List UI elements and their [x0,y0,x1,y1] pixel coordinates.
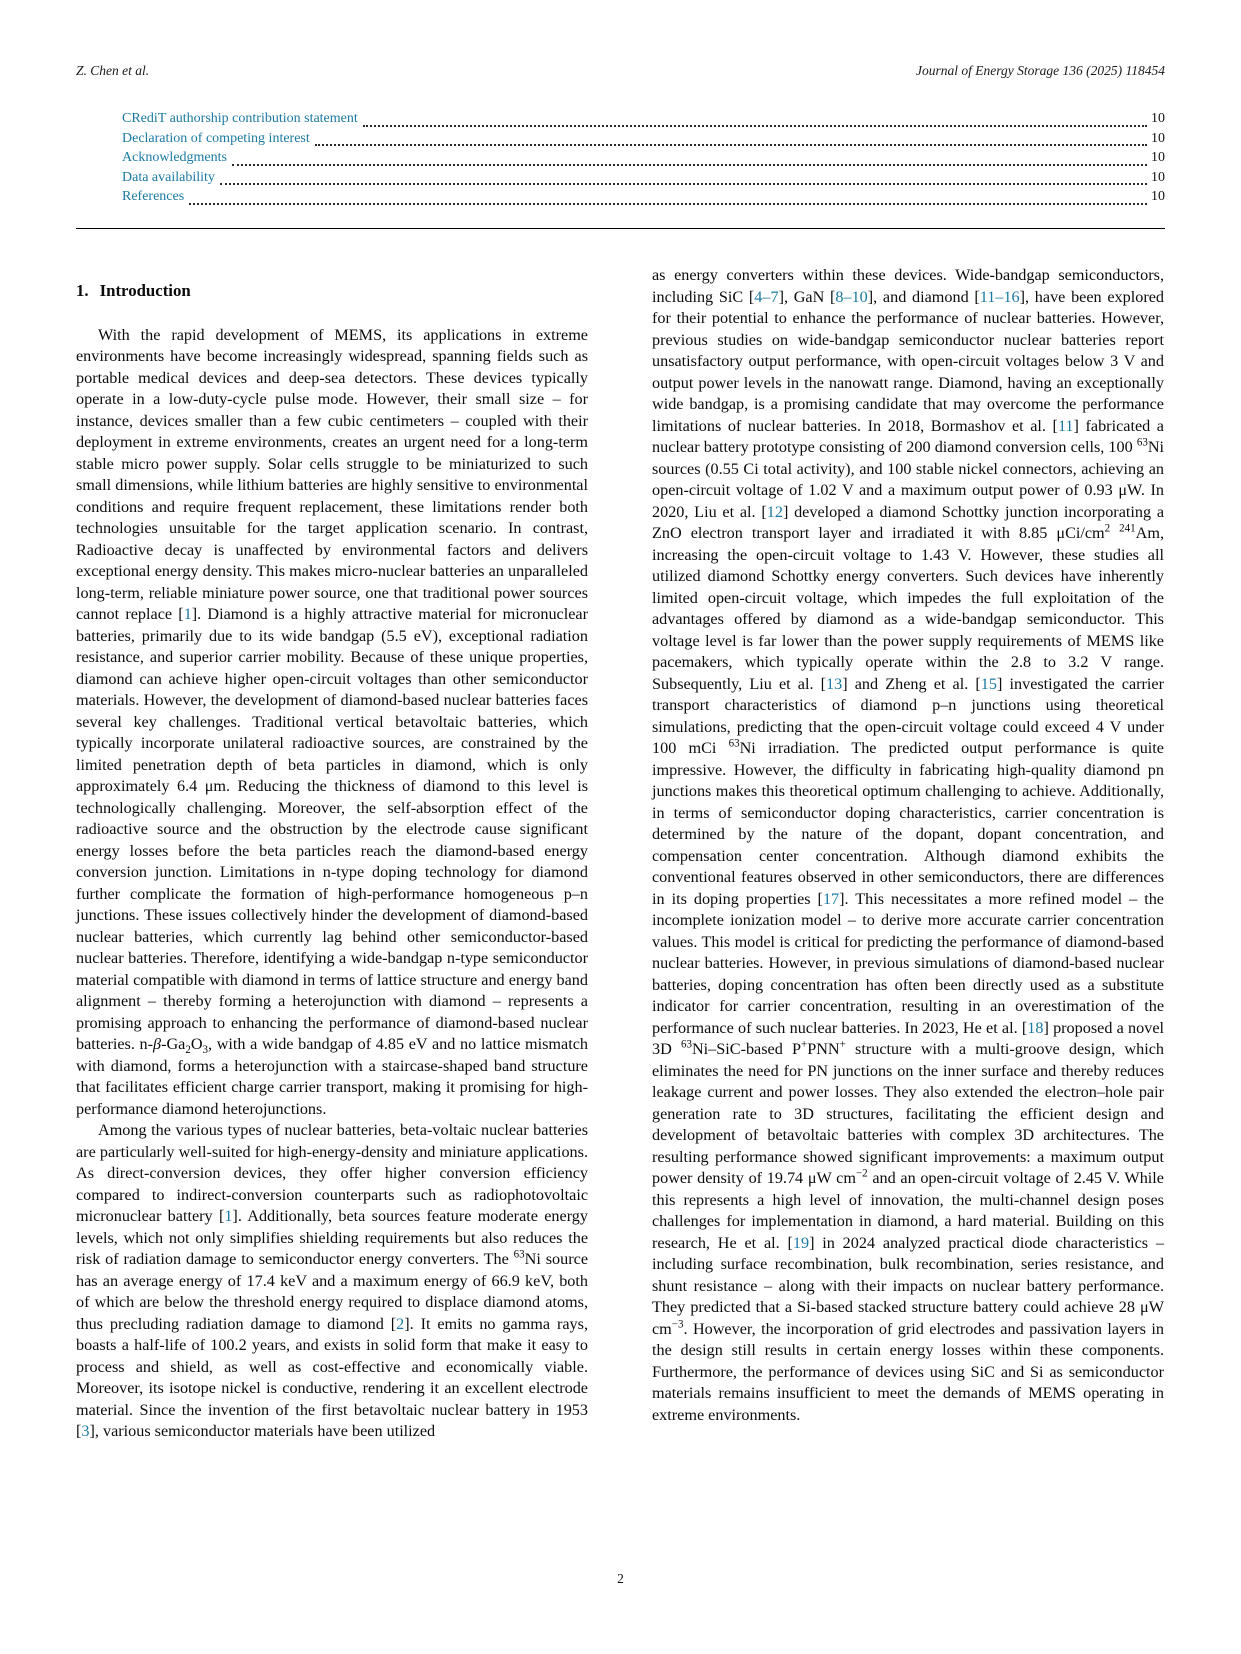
suberscript-text: 3 [202,1044,209,1057]
section-number: 1. [76,281,89,300]
running-header [76,63,1165,79]
citation-link[interactable]: 15 [980,674,997,693]
superscript-text: 63 [728,737,740,750]
toc-page-number: 10 [1151,169,1165,185]
citation-link[interactable]: 1 [183,605,192,623]
toc-page-number: 10 [1151,189,1165,205]
superscript-text: 241 [1119,522,1136,535]
toc-page-number: 10 [1151,111,1165,126]
citation-link[interactable]: 11–16 [979,287,1020,306]
dot-leader [363,125,1147,127]
paragraph: Among the various types of nuclear batteries, beta-voltaic nuclear batteries are particularly well-suited for high-energy-density and miniature applications. As direct-conversion devices, they offer higher conversion efficiency compared to indirect-conversion counterparts such as radiophotovoltaic micronuclear battery [1]. Additionally, beta sources feature moderate energy levels, which not only simplifies shielding requirements but also reduces the risk of radiation damage to semiconductor energy converters. The $^{63}$Ni source has an average energy of 17.4 keV and a maximum energy of 66.9 keV, both of which are below the threshold energy required to displace diamond atoms, thus precluding radiation damage to diamond [2]. It emits no gamma rays, boasts a half-life of 100.2 years, and exists in solid form that make it easy to process and shield, as well as cost-effective and economically viable. Moreover, its isotope nickel is conductive, rendering it an excellent electrode material. Since the invention of the first betavoltaic nuclear battery in 1953 [3], various semiconductor materials have been utilized [76,1121,589,1440]
citation-link[interactable]: 12 [766,502,783,521]
superscript-text: −2 [855,1167,868,1180]
citation-link[interactable]: 1 [224,1207,233,1225]
citation-link[interactable]: 3 [81,1422,90,1440]
citation-link[interactable]: 19 [792,1233,810,1252]
toc-page-number: 10 [1151,150,1165,166]
paragraph: With the rapid development of MEMS, its applications in extreme environments have become increasingly widespread, spanning fields such as portable medical devices and deep-sea detectors. These devices typically operate in a low-duty-cycle pulse mode. However, their small size – for instance, devices smaller than a few cubic centimeters – coupled with their deployment in extreme environments, creates an urgent need for a long-term stable micro power supply. Solar cells struggle to be miniaturized to such small dimensions, while lithium batteries are highly sensitive to environmental conditions and require frequent replacement, these limitations render both technologies unsuitable for the target application scenario. In contrast, Radioactive decay is unaffected by environmental factors and delivers exceptional energy density. This makes micro-nuclear batteries an unparalleled long-term, reliable miniature power source, one that traditional power sources cannot replace [1]. Diamond is a highly attractive material for micronuclear batteries, primarily due to its wide bandgap (5.5 eV), exceptional radiation resistance, and superior carrier mobility. Because of these unique properties, diamond can achieve higher open-circuit voltages than other semiconductor materials. However, the development of diamond-based nuclear batteries faces several key challenges. Traditional vertical betavoltaic batteries, which typically incorporate unilateral radioactive sources, are constrained by the limited penetration depth of beta particles in diamond, which is only approximately 6.4 μm. Reducing the thickness of diamond to this level is technologically challenging. Moreover, the self-absorption effect of the radioactive source and the obstruction by the electrode cause significant energy losses before the beta particles reach the diamond-based energy conversion junction. Limitations in n-type doping technology for diamond further complicate the formation of high-performance homogeneous p–n junctions. These issues collectively hinder the development of diamond-based nuclear batteries, which currently lag behind other semiconductor-based nuclear batteries. Therefore, identifying a wide-bandgap n-type semiconductor material compatible with diamond in terms of lattice structure and energy band alignment – thereby forming a heterojunction with diamond – represents a promising approach to enhancing the performance of diamond-based nuclear batteries. $n-\beta-Ga_2O_3$, with a wide bandgap of 4.85 eV and no lattice mismatch with diamond, forms a heterojunction with a staircase-shaped band structure that facilitates efficient charge carrier transport, making it promising for high-performance diamond heterojunctions. [76,325,588,1118]
superscript-text: 63 [513,1248,525,1261]
dot-leader [232,164,1147,166]
toc-link-acknowledgments[interactable]: Acknowledgments [122,150,227,166]
section-heading [76,280,588,302]
suberscript-text: 2 [185,1044,191,1057]
toc-row [122,189,1165,209]
toc-link-credit-statement[interactable]: CRediT authorship contribution statement [122,111,358,126]
toc-page-number: 10 [1151,130,1165,146]
table-of-contents [122,111,1165,209]
citation-link[interactable]: 8–10 [835,287,868,306]
dot-leader [315,144,1147,146]
dot-leader [220,183,1147,185]
superscript-text: −3 [671,1318,684,1331]
citation-link[interactable]: 4–7 [754,287,779,306]
running-author: Z. Chen et al. [76,63,150,78]
italic-text: β [153,1035,162,1053]
left-column [76,265,588,1443]
superscript-text: + [801,1038,808,1051]
superscript-text: 2 [1104,522,1111,535]
header-divider-rule [76,228,1165,229]
citation-link[interactable]: 13 [826,674,843,693]
superscript-text: 63 [680,1038,692,1051]
right-column [652,265,1164,1443]
citation-link[interactable]: 11 [1057,416,1074,435]
toc-row [122,170,1165,190]
paragraph: as energy converters within these devices. Wide-bandgap semiconductors, including SiC [4–7], GaN [8–10], and diamond [11–16], have been explored for their potential to enhance the performance of nuclear batteries. However, previous studies on wide-bandgap semiconductor nuclear batteries report unsatisfactory output performance, with open-circuit voltages below 3 V and output power levels in the nanowatt range. Diamond, having an exceptionally wide bandgap, is a promising candidate that may overcome the performance limitations of nuclear batteries. In 2018, Bormashov et al. [11] fabricated a nuclear battery prototype consisting of 200 diamond conversion cells, 100 $^{63}$Ni sources (0.55 Ci total activity), and 100 stable nickel connectors, achieving an open-circuit voltage of 1.02 V and a maximum output power of 0.93 μW. In 2020, Liu et al. [12] developed a diamond Schottky junction incorporating a ZnO electron transport layer and irradiated it with 8.85 μCi/$cm^2$ $^{241}$Am, increasing the open-circuit voltage to 1.43 V. However, these studies all utilized diamond Schottky energy converters. Such devices have inherently limited open-circuit voltage, which impedes the full exploitation of the advantages offered by diamond as a wide-bandgap semiconductor. This voltage level is far lower than the power supply requirements of MEMS like pacemakers, which typically operate within the 2.8 to 3.2 V range. Subsequently, Liu et al. [13] and Zheng et al. [15] investigated the carrier transport characteristics of diamond p–n junctions using theoretical simulations, predicting that the open-circuit voltage could exceed 4 V under 100 mCi $^{63}$Ni irradiation. The predicted output performance is quite impressive. However, the difficulty in fabricating high-quality diamond pn junctions makes this theoretical optimum challenging to achieve. Additionally, in terms of semiconductor doping characteristics, carrier concentration is determined by the nature of the dopant, dopant concentration, and compensation center concentration. Although diamond exhibits the conventional features observed in other semiconductors, there are differences in its doping properties [17]. This necessitates a more refined model – the incomplete ionization model – to derive more accurate carrier concentration values. This model is critical for predicting the performance of diamond-based nuclear batteries. However, in previous simulations of diamond-based nuclear batteries, doping concentration has often been directly used as a substitute indicator for carrier concentration, resulting in an overestimation of the performance of such nuclear batteries. In 2023, He et al. [18] proposed a novel 3D $^{63}$Ni–SiC-based P+PNN+ structure with a multi-groove design, which eliminates the need for PN junctions on the inner surface and thereby reduces leakage current and power losses. They also extended the electron–hole pair generation rate to 3D structures, facilitating the efficient design and development of betavoltaic batteries with complex 3D architectures. The resulting performance showed significant improvements: a maximum output power density of 19.74 μW $cm^{-2}$ and an open-circuit voltage of 2.45 V. While this represents a high level of innovation, the multi-channel design poses challenges for implementation in diamond, a hard material. Building on this research, He et al. [19] in 2024 analyzed practical diode characteristics – including surface recombination, bulk recombination, series resistance, and shunt resistance – along with their impacts on nuclear battery performance. They predicted that a Si-based stacked structure battery could achieve 28 μW $cm^{-3}$. However, the incorporation of grid electrodes and passivation layers in the design still results in certain energy losses within these components. Furthermore, the performance of devices using SiC and Si as semiconductor materials remains insufficient to meet the demands of MEMS operating in extreme environments. [652,266,1165,1424]
superscript-text: + [839,1038,846,1051]
journal-citation: Journal of Energy Storage 136 (2025) 118454 [916,63,1165,78]
toc-row [122,131,1165,151]
citation-link[interactable]: 2 [396,1314,405,1333]
citation-link[interactable]: 18 [1027,1018,1044,1037]
article-body [76,265,1165,1443]
superscript-text: 63 [1136,436,1148,449]
section-title: Introduction [99,281,191,300]
toc-link-competing-interest[interactable]: Declaration of competing interest [122,130,310,146]
toc-row [122,150,1165,170]
toc-row [122,111,1165,131]
page-number: 2 [617,1571,624,1586]
toc-link-data-availability[interactable]: Data availability [122,169,215,185]
toc-link-references[interactable]: References [122,189,185,205]
citation-link[interactable]: 17 [822,889,840,908]
dot-leader [189,203,1147,205]
